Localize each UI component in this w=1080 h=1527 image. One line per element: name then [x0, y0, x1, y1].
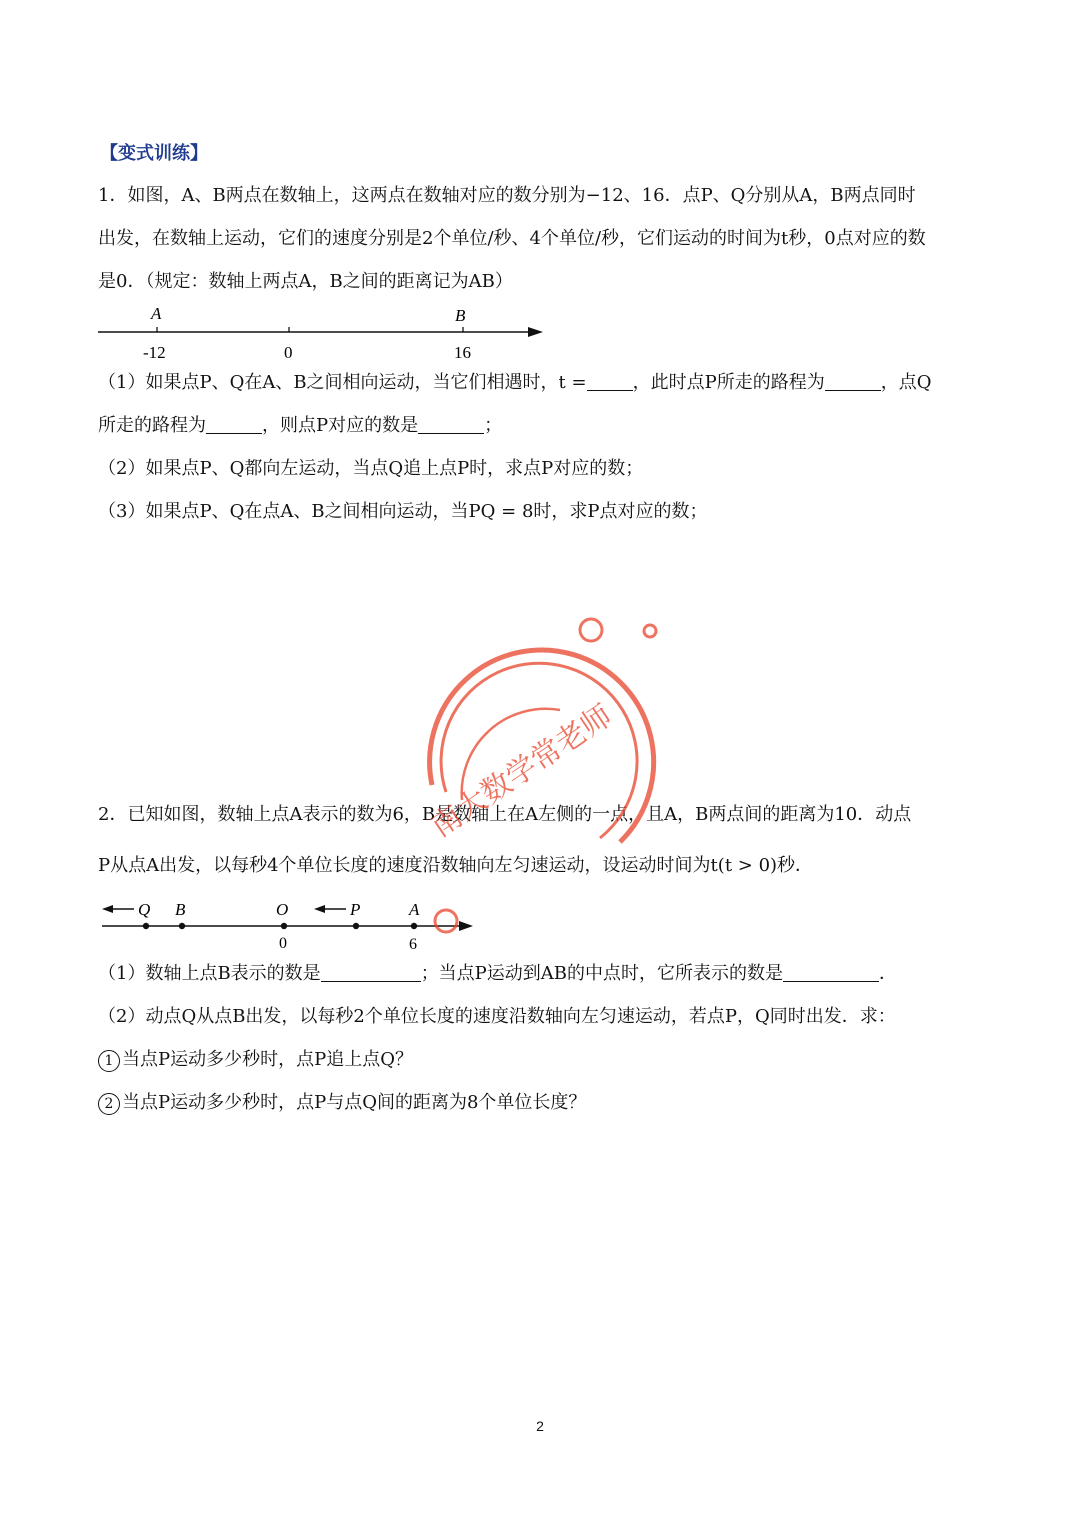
q1-line-1: 1．如图，A、B两点在数轴上，这两点在数轴对应的数分别为−12、16．点P、Q分别从A，B两点同时	[98, 185, 916, 206]
q2-line-1: 2．已知如图，数轴上点A表示的数为6，B是数轴上在A左侧的一点，且A，B两点间的距离为10．动点	[98, 804, 912, 825]
answer-blank-b-number[interactable]	[321, 963, 421, 982]
q1-tick-label-0: 0	[284, 343, 293, 362]
q1-p1-text-f: ；	[484, 415, 503, 436]
q2-point-p	[353, 923, 359, 929]
q2-point-o	[281, 923, 287, 929]
q2-tick-label-6: 6	[409, 936, 417, 953]
q2-axis-arrow	[459, 921, 473, 931]
q1-part-3: （3）如果点P、Q在点A、B之间相向运动，当PQ = 8时，求P点对应的数；	[98, 501, 708, 522]
q2-label-o: O	[276, 900, 289, 919]
answer-blank-p-distance[interactable]	[825, 372, 881, 391]
watermark-inner-arc	[462, 709, 560, 800]
answer-blank-q-distance[interactable]	[206, 415, 262, 434]
q2-part-2: （2）动点Q从点B出发，以每秒2个单位长度的速度沿数轴向左匀速运动，若点P，Q同时出发．求：	[98, 1006, 896, 1027]
q1-number-line	[0, 300, 560, 366]
page-number: 2	[536, 1418, 544, 1434]
q1-p1-text-c: ，点Q	[880, 372, 932, 393]
q2-line-2: P从点A出发，以每秒4个单位长度的速度沿数轴向左匀速运动，设运动时间为t(t > 0)秒．	[98, 855, 814, 876]
q1-part-1-line-2	[98, 414, 502, 438]
answer-blank-t[interactable]	[587, 372, 633, 391]
q2-p1-text-a: （1）数轴上点B表示的数是	[98, 963, 321, 984]
q2-label-b: B	[175, 900, 186, 919]
q2-p-arrow-head	[314, 905, 325, 913]
q1-label-b: B	[455, 306, 466, 325]
q1-p1-text-d: 所走的路程为	[98, 415, 206, 436]
q1-part-2: （2）如果点P、Q都向左运动，当点Q追上点P时，求点P对应的数；	[98, 458, 644, 479]
q1-line-2: 出发，在数轴上运动，它们的速度分别是2个单位/秒、4个单位/秒，它们运动的时间为t秒，0点对应的数	[98, 228, 926, 249]
q2-part-1	[98, 962, 897, 986]
q2-label-a: A	[409, 900, 420, 919]
q2-point-a	[411, 923, 417, 929]
section-heading: 【变式训练】	[100, 143, 208, 164]
watermark-dot-large	[580, 619, 602, 641]
q2-point-b	[179, 923, 185, 929]
q2-sub-1-text: 当点P运动多少秒时，点P追上点Q？	[122, 1049, 413, 1070]
q2-sub-1	[98, 1048, 413, 1072]
q2-sub-2	[98, 1091, 586, 1115]
q2-q-arrow-head	[102, 905, 113, 913]
q2-label-p: P	[350, 900, 361, 919]
q2-tick-label-0: 0	[279, 935, 287, 952]
circled-number-1: 1	[98, 1050, 120, 1072]
q1-tick-label-b: 16	[454, 343, 471, 362]
q1-p1-text-e: ，则点P对应的数是	[262, 415, 419, 436]
q2-sub-2-text: 当点P运动多少秒时，点P与点Q间的距离为8个单位长度？	[122, 1092, 587, 1113]
watermark-dot-small	[644, 625, 656, 637]
q1-tick-label-a: -12	[143, 343, 166, 362]
q2-p1-text-c: ．	[879, 963, 898, 984]
q2-p1-text-b: ；当点P运动到AB的中点时，它所表示的数是	[420, 963, 784, 984]
q1-part-1-line-1	[98, 371, 931, 395]
answer-blank-p-number[interactable]	[418, 415, 484, 434]
q2-label-q: Q	[138, 900, 151, 919]
q2-point-q	[143, 923, 149, 929]
watermark-text: 南大数学常老师	[424, 698, 619, 845]
q1-line-3: 是0．（规定：数轴上两点A，B之间的距离记为AB）	[98, 271, 513, 292]
answer-blank-midpoint[interactable]	[783, 963, 879, 982]
q1-axis-arrow	[528, 327, 543, 337]
circled-number-2: 2	[98, 1093, 120, 1115]
q1-p1-text-a: （1）如果点P、Q在A、B之间相向运动，当它们相遇时，t =	[98, 372, 587, 393]
q1-p1-text-b: ，此时点P所走的路程为	[632, 372, 825, 393]
q2-number-line	[0, 893, 500, 955]
q1-label-a: A	[151, 304, 162, 323]
